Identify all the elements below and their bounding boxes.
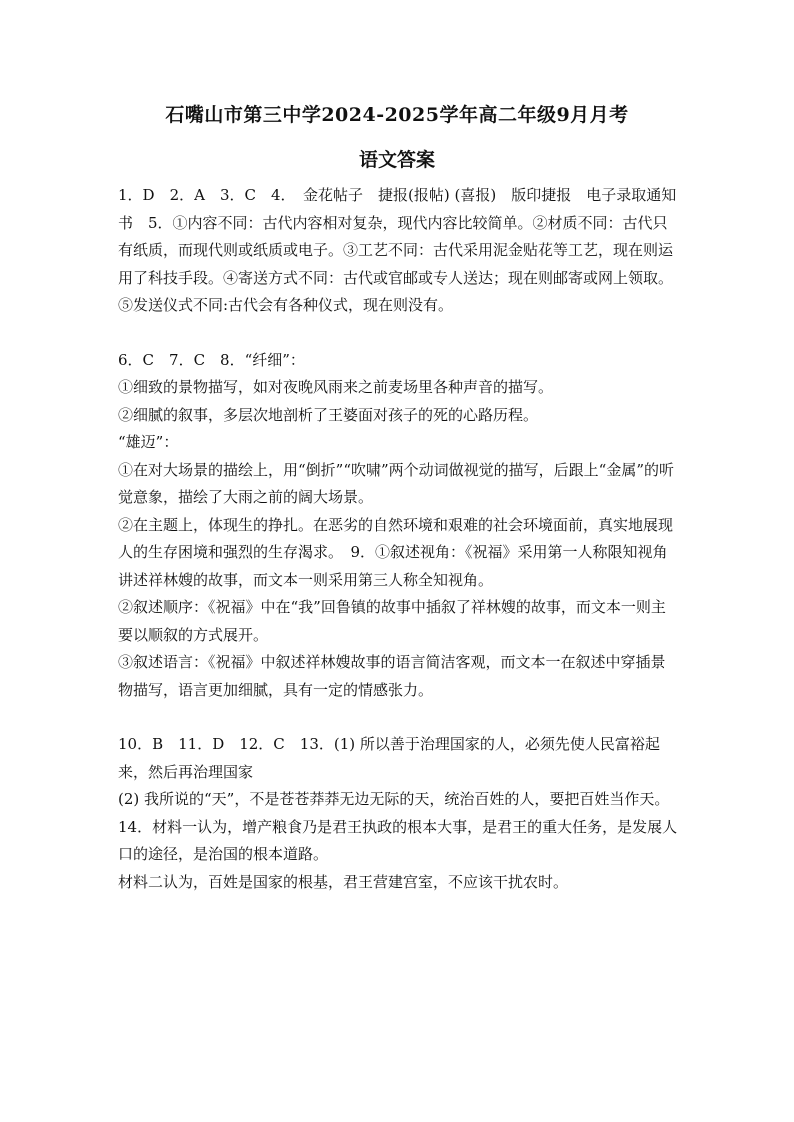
answer-8-point-3: ①在对大场景的描绘上，用“倒折”“吹啸”两个动词做视觉的描写，后跟上“金属”的听觉意象，描绘了大雨之前的阔大场景。 bbox=[118, 460, 675, 506]
answer-8-point-1: ①细致的景物描写，如对夜晚风雨来之前麦场里各种声音的描写。 bbox=[118, 378, 554, 396]
document-subtitle: 语文答案 bbox=[358, 149, 435, 171]
section-gap bbox=[118, 320, 678, 347]
answers-6-8: 6．C 7．C 8．“纤细”： bbox=[118, 350, 305, 369]
answer-9-point-2: ②叙述顺序：《祝福》中在“我”回鲁镇的故事中插叙了祥林嫂的故事，而文本一则主要以顺叙的方式展开。 bbox=[118, 598, 666, 644]
answer-9-point-3: ③叙述语言：《祝福》中叙述祥林嫂故事的语言简洁客观，而文本一在叙述中穿插景物描写，语言更加细腻，具有一定的情感张力。 bbox=[118, 653, 666, 699]
answer-14-material-2: 材料二认为，百姓是国家的根基，君王营建宫室，不应该干扰农时。 bbox=[118, 872, 569, 891]
answer-8-point-2: ②细腻的叙事，多层次地剖析了王婆面对孩子的死的心路历程。 bbox=[118, 405, 539, 424]
answers-10-13: 10．B 11．D 12．C 13．(1) 所以善于治理国家的人，必须先使人民富裕起来，然后再治理国家 bbox=[118, 735, 660, 781]
answer-13-2-and-14: (2) 我所说的“天”，不是苍苍莽莽无边无际的天，统治百姓的人，要把百姓当作天。 14．材料一认为，增产粮食乃是君王执政的根本大事，是君王的重大任务，是发展人口的途径，是治国的根本道路。 bbox=[118, 790, 678, 863]
answers-1-5: 1．D 2．A 3．C 4． 金花帖子 捷报(报帖) (喜报) 版印捷报 电子录取通知书 5．①内容不同：古代内容相对复杂，现代内容比较简单。②材质不同：古代只有纸质，而现代则或纸质或电子。③工艺不同：古代采用泥金贴花等工艺，现在则运用了科技手段。④寄送方式不同：古代或官邮或专人送达；现在则邮寄或网上领取。⑤发送仪式不同:古代会有各种仪式，现在则没有。 bbox=[118, 186, 677, 314]
answer-8-point-4-and-9: ②在主题上，体现生的挣扎。在恶劣的自然环境和艰难的社会环境面前，真实地展现人的生存困境和强烈的生存渴求。 9．①叙述视角：《祝福》采用第一人称限知视角讲述祥林嫂的故事，而文本一则采用第三人称全知视角。 bbox=[118, 515, 674, 589]
document-title: 石嘴山市第三中学2024-2025学年高二年级9月月考 bbox=[165, 104, 629, 126]
answer-8-heading-xiongmai: “雄迈”： bbox=[118, 433, 179, 451]
section-gap bbox=[118, 704, 678, 731]
answer-body bbox=[118, 182, 678, 896]
